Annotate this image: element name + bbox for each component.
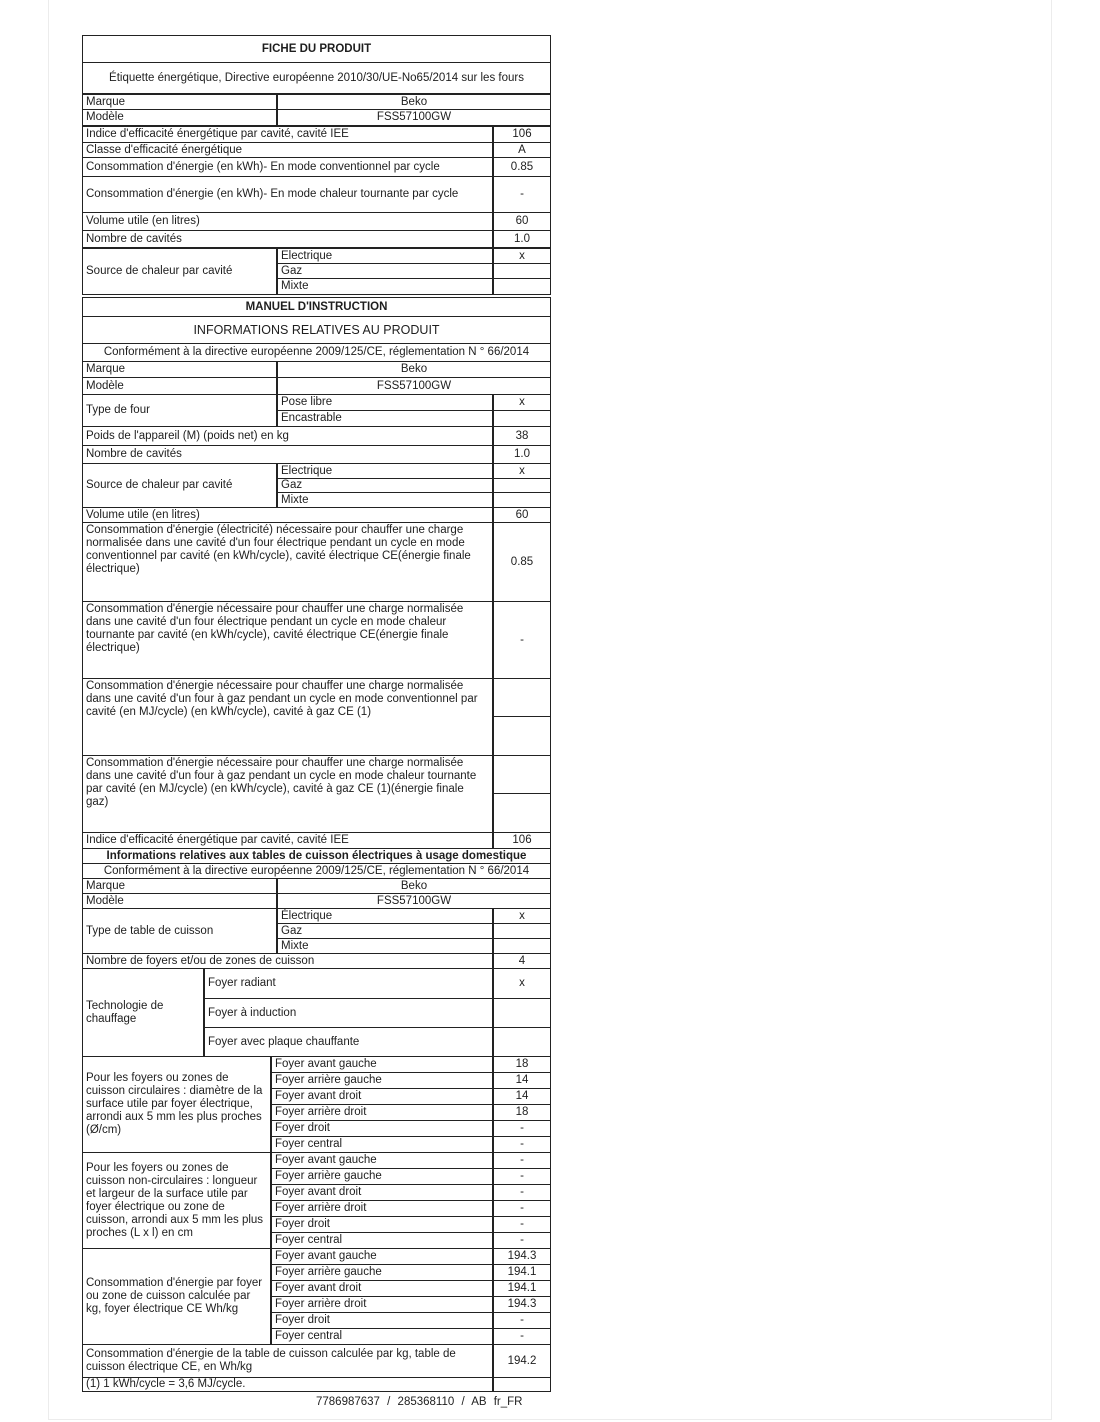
top-option: [271, 1248, 493, 1265]
undefined-option-value-text: x: [519, 909, 525, 922]
undefined-option-value: [493, 394, 551, 411]
fiche-volume-label: [82, 212, 493, 231]
top-option-text: Foyer arrière droit: [275, 1298, 367, 1310]
manuel-gaz-tourn-mj: [493, 755, 551, 794]
undefined-option: [277, 463, 493, 479]
undefined-option-value: [493, 492, 551, 508]
cuisson-foyers-value: [493, 953, 551, 969]
top-option-text: Foyer arrière gauche: [275, 1266, 382, 1278]
undefined-option-text: Mixte: [281, 493, 309, 506]
cuisson-modele-label: [82, 893, 277, 909]
undefined-label-text: Type de table de cuisson: [86, 924, 214, 937]
top-option: [271, 1104, 493, 1121]
top-option-value: [493, 1216, 551, 1233]
cuisson-foyers-label-text: Nombre de foyers et/ou de zones de cuisson: [86, 954, 315, 967]
manuel-subtitle: [82, 316, 551, 344]
top-label-text: Pour les foyers ou zones de cuisson non-circulaires : longueur et largeur de la surface utile par foyer électrique ou zone de cuisson, arrondi aux 5 mm les plus proches (L x l) en cm: [86, 1161, 264, 1239]
top-option-value-text: 18: [515, 1106, 529, 1118]
manuel-volume-value: [493, 507, 551, 523]
fiche-modele-value-text: FSS57100GW: [376, 111, 452, 123]
manuel-title-text: MANUEL D'INSTRUCTION: [245, 300, 388, 313]
manuel-gaz-conv-kwh: [493, 716, 551, 756]
top-option-value-text: 194.1: [507, 1266, 537, 1278]
undefined-option: [277, 908, 493, 924]
top-option: [271, 1184, 493, 1201]
top-option-value-text: -: [520, 1170, 524, 1182]
fiche-volume-value-text: 60: [515, 215, 529, 227]
undefined-option: [277, 394, 493, 411]
undefined-label: [82, 394, 277, 427]
manuel-ce-tourn-label: [82, 601, 493, 679]
top-option-value: [493, 1296, 551, 1313]
fiche-tournante-value-text: -: [520, 188, 524, 200]
top-option-value: [493, 1232, 551, 1249]
top-option: [271, 1152, 493, 1169]
footnote-value: [493, 1377, 551, 1392]
manuel-modele-value: [277, 377, 551, 395]
undefined-option-text: Pose libre: [281, 396, 333, 408]
fiche-title: [82, 35, 551, 63]
manuel-subtitle-text: INFORMATIONS RELATIVES AU PRODUIT: [193, 322, 440, 337]
manuel-ce-tourn-value-text: -: [520, 633, 524, 646]
top-option-value-text: -: [520, 1234, 524, 1246]
undefined-label: [82, 908, 277, 954]
undefined-label-text: Source de chaleur par cavité: [86, 265, 233, 277]
top-option-value: [493, 1104, 551, 1121]
manuel-cavites-value-text: 1.0: [514, 448, 530, 460]
manuel-volume-value-text: 60: [515, 508, 529, 521]
top-option: [271, 1216, 493, 1233]
manuel-ce-conv-label: [82, 522, 493, 602]
undefined-option-value: [493, 998, 551, 1028]
manuel-ce-tourn-value: [493, 601, 551, 679]
top-label: [82, 1248, 271, 1345]
top-option-value: [493, 1072, 551, 1089]
top-option-text: Foyer arrière gauche: [275, 1074, 382, 1086]
top-option-value: [493, 1280, 551, 1297]
cuisson-directive-text: Conformément à la directive européenne 2009/125/CE, réglementation N ° 66/2014: [103, 864, 530, 877]
cuisson-title-text: Informations relatives aux tables de cuisson électriques à usage domestique: [106, 849, 527, 862]
top-option: [271, 1312, 493, 1329]
top-option-text: Foyer avant gauche: [275, 1058, 377, 1070]
fiche-marque-label-text: Marque: [86, 95, 125, 108]
top-option-value-text: -: [520, 1154, 524, 1166]
cuisson-total-label: [82, 1344, 493, 1378]
fiche-tournante-value: [493, 176, 551, 213]
fiche-conv-label: [82, 157, 493, 177]
undefined-option-value-text: x: [519, 977, 525, 989]
manuel-marque-label-text: Marque: [86, 363, 125, 375]
top-option-text: Foyer avant gauche: [275, 1250, 377, 1262]
fiche-conv-value: [493, 157, 551, 177]
top-option-text: Foyer central: [275, 1234, 343, 1246]
top-option-text: Foyer droit: [275, 1122, 330, 1134]
undefined-option-value: [493, 248, 551, 264]
fiche-volume-value: [493, 212, 551, 231]
top-option: [271, 1136, 493, 1153]
top-option-text: Foyer avant droit: [275, 1282, 362, 1294]
top-option-value: [493, 1056, 551, 1073]
undefined-option-value: [493, 968, 551, 999]
fiche-cavites-value: [493, 230, 551, 248]
cuisson-modele-value: [277, 893, 551, 909]
cuisson-marque-value-text: Beko: [400, 879, 428, 892]
top-option-text: Foyer central: [275, 1330, 343, 1342]
top-option-value-text: 14: [515, 1074, 529, 1086]
top-option-text: Foyer arrière droit: [275, 1106, 367, 1118]
manuel-title: [82, 297, 551, 317]
cuisson-foyers-label: [82, 953, 493, 969]
fiche-subtitle-text: Étiquette énergétique, Directive européenne 2010/30/UE-No65/2014 sur les fours: [109, 71, 524, 84]
top-option-value: [493, 1152, 551, 1169]
undefined-option-value: [493, 463, 551, 479]
top-option-value-text: -: [520, 1122, 524, 1134]
top-option-value: [493, 1328, 551, 1345]
manuel-iee-value-text: 106: [512, 834, 532, 846]
manuel-gaz-tourn-label: [82, 755, 493, 833]
undefined-option: [277, 278, 493, 295]
top-option-value-text: -: [520, 1330, 524, 1342]
undefined-option-text: Electrique: [281, 249, 333, 262]
undefined-option-text: Mixte: [281, 280, 309, 292]
manuel-marque-value: [277, 361, 551, 378]
top-option: [271, 1232, 493, 1249]
undefined-option-value: [493, 923, 551, 939]
undefined-label-text: Type de four: [86, 404, 150, 416]
top-option-value-text: 194.1: [507, 1282, 537, 1294]
manuel-poids-label: [82, 426, 493, 446]
undefined-option-value-text: x: [519, 396, 525, 408]
top-option-value-text: 14: [515, 1090, 529, 1102]
manuel-gaz-tourn-kwh: [493, 793, 551, 833]
manuel-modele-label-text: Modèle: [86, 379, 124, 392]
undefined-label: [82, 968, 204, 1057]
undefined-option: [277, 248, 493, 264]
top-option-value-text: 18: [515, 1058, 529, 1070]
fiche-conv-value-text: 0.85: [510, 160, 534, 173]
undefined-option-value: [493, 938, 551, 954]
manuel-directive-text: Conformément à la directive européenne 2009/125/CE, réglementation N ° 66/2014: [103, 346, 530, 358]
undefined-option: [277, 492, 493, 508]
manuel-iee-value: [493, 832, 551, 849]
manuel-volume-label-text: Volume utile (en litres): [86, 508, 200, 521]
undefined-option-value-text: x: [519, 464, 525, 477]
undefined-option-text: Mixte: [281, 939, 309, 952]
footnote-text: (1) 1 kWh/cycle = 3,6 MJ/cycle.: [86, 1378, 246, 1390]
top-option-value: [493, 1184, 551, 1201]
top-option: [271, 1072, 493, 1089]
undefined-label-text: Source de chaleur par cavité: [86, 479, 233, 491]
undefined-label: [82, 463, 277, 508]
top-option-value: [493, 1088, 551, 1105]
manuel-marque-value-text: Beko: [400, 363, 428, 375]
top-option-value-text: 194.3: [507, 1298, 537, 1310]
undefined-option: [204, 998, 493, 1028]
cuisson-title: [82, 848, 551, 864]
fiche-iee-label: [82, 126, 493, 143]
manuel-poids-label-text: Poids de l'appareil (M) (poids net) en kg: [86, 429, 289, 442]
cuisson-marque-label-text: Marque: [86, 879, 125, 892]
cuisson-total-value-text: 194.2: [507, 1354, 537, 1367]
undefined-option-value: [493, 1027, 551, 1057]
undefined-option-text: Foyer radiant: [208, 977, 276, 989]
undefined-option-value: [493, 410, 551, 427]
top-option: [271, 1056, 493, 1073]
undefined-option-value: [493, 263, 551, 279]
undefined-option: [277, 410, 493, 427]
manuel-iee-label: [82, 832, 493, 849]
cuisson-total-label-text: Consommation d'énergie de la table de cuisson calculée par kg, table de cuisson électrique CE, en Wh/kg: [86, 1348, 456, 1373]
manuel-volume-label: [82, 507, 493, 523]
top-option-text: Foyer central: [275, 1138, 343, 1150]
top-option-value: [493, 1264, 551, 1281]
undefined-option-value: [493, 278, 551, 295]
top-option-value-text: -: [520, 1202, 524, 1214]
top-option-value-text: -: [520, 1314, 524, 1326]
fiche-modele-value: [277, 109, 551, 126]
manuel-poids-value-text: 38: [515, 429, 529, 442]
undefined-option-text: Foyer avec plaque chauffante: [208, 1035, 360, 1048]
top-option: [271, 1120, 493, 1137]
top-option-text: Foyer droit: [275, 1314, 330, 1326]
manuel-ce-conv-label-text: Consommation d'énergie (électricité) nécessaire pour chauffer une charge normalisée dans une cavité d'un four électrique pendant un cycle en mode conventionnel par cavité (en kWh/cycle), cavité électrique CE(énergie finale électrique): [86, 524, 471, 575]
top-option-text: Foyer avant droit: [275, 1090, 362, 1102]
fiche-classe-value: [493, 142, 551, 158]
manuel-gaz-conv-label: [82, 678, 493, 756]
manuel-gaz-tourn-label-text: Consommation d'énergie nécessaire pour chauffer une charge normalisée dans une cavité d'un four à gaz pendant un cycle en mode chaleur tournante par cavité (en MJ/cycle) (en kWh/cycle), cavité à gaz CE (1)(énergie finale gaz): [86, 757, 477, 808]
undefined-option-value-text: x: [519, 249, 525, 262]
fiche-cavites-label: [82, 230, 493, 248]
undefined-option-text: Encastrable: [281, 412, 342, 424]
top-label: [82, 1056, 271, 1153]
top-option-value: [493, 1312, 551, 1329]
manuel-modele-label: [82, 377, 277, 395]
manuel-gaz-conv-mj: [493, 678, 551, 717]
manuel-cavites-label-text: Nombre de cavités: [86, 448, 182, 460]
top-option: [271, 1296, 493, 1313]
top-option: [271, 1168, 493, 1185]
manuel-cavites-label: [82, 445, 493, 464]
undefined-option: [277, 478, 493, 493]
undefined-option-text: Gaz: [281, 924, 303, 937]
footnote: [82, 1377, 493, 1392]
cuisson-directive: [82, 863, 551, 879]
undefined-label-text: Technologie de chauffage: [86, 999, 164, 1025]
top-option: [271, 1088, 493, 1105]
manuel-directive: [82, 343, 551, 362]
manuel-ce-conv-value-text: 0.85: [510, 555, 534, 568]
top-option-text: Foyer avant droit: [275, 1186, 362, 1198]
undefined-option-text: Electrique: [281, 464, 333, 477]
fiche-cavites-label-text: Nombre de cavités: [86, 232, 182, 245]
cuisson-modele-value-text: FSS57100GW: [376, 894, 452, 907]
undefined-label: [82, 248, 277, 295]
manuel-modele-value-text: FSS57100GW: [376, 379, 452, 392]
top-option-value-text: 194.3: [507, 1250, 537, 1262]
undefined-option: [204, 968, 493, 999]
manuel-iee-label-text: Indice d'efficacité énergétique par cavité, cavité IEE: [86, 834, 349, 846]
fiche-conv-label-text: Consommation d'énergie (en kWh)- En mode conventionnel par cycle: [86, 160, 440, 173]
fiche-tournante-label: [82, 176, 493, 213]
fiche-marque-value-text: Beko: [400, 95, 428, 108]
top-option: [271, 1280, 493, 1297]
top-option: [271, 1328, 493, 1345]
top-option: [271, 1264, 493, 1281]
undefined-option-value: [493, 908, 551, 924]
top-label: [82, 1152, 271, 1249]
top-option-value: [493, 1120, 551, 1137]
cuisson-marque-label: [82, 878, 277, 894]
top-option: [271, 1200, 493, 1217]
fiche-classe-label: [82, 142, 493, 158]
fiche-iee-label-text: Indice d'efficacité énergétique par cavité, cavité IEE: [86, 128, 349, 140]
fiche-title-text: FICHE DU PRODUIT: [261, 42, 372, 55]
top-option-value-text: -: [520, 1138, 524, 1150]
fiche-classe-value-text: A: [518, 143, 526, 156]
top-option-text: Foyer droit: [275, 1218, 330, 1230]
cuisson-modele-label-text: Modèle: [86, 894, 124, 907]
top-option-text: Foyer arrière droit: [275, 1202, 367, 1214]
undefined-option-text: Gaz: [281, 264, 303, 277]
undefined-option-text: Électrique: [281, 909, 333, 922]
undefined-option: [277, 938, 493, 954]
top-label-text: Pour les foyers ou zones de cuisson circulaires : diamètre de la surface utile par foyer électrique, arrondi aux 5 mm les plus proches (Ø/cm): [86, 1072, 263, 1136]
top-option-value: [493, 1248, 551, 1265]
manuel-ce-conv-value: [493, 522, 551, 602]
undefined-option-text: Foyer à induction: [208, 1006, 297, 1019]
cuisson-marque-value: [277, 878, 551, 894]
top-option-value-text: -: [520, 1218, 524, 1230]
manuel-ce-tourn-label-text: Consommation d'énergie nécessaire pour chauffer une charge normalisée dans une cavité d'un four électrique pendant un cycle en mode chaleur tournante par cavité (en kWh/cycle), cavité électrique CE(énergie finale électrique): [86, 603, 464, 654]
manuel-gaz-conv-label-text: Consommation d'énergie nécessaire pour chauffer une charge normalisée dans une cavité d'un four à gaz pendant un cycle en mode conventionnel par cavité (en MJ/cycle) (en kWh/cycle), cavité à gaz CE (1): [86, 680, 478, 718]
manuel-poids-value: [493, 426, 551, 446]
fiche-cavites-value-text: 1.0: [514, 232, 530, 245]
fiche-tournante-label-text: Consommation d'énergie (en kWh)- En mode chaleur tournante par cycle: [86, 188, 459, 200]
fiche-modele-label: [82, 109, 277, 126]
top-option-text: Foyer arrière gauche: [275, 1170, 382, 1182]
fiche-iee-value-text: 106: [512, 128, 532, 140]
top-option-value-text: -: [520, 1186, 524, 1198]
top-option-value: [493, 1200, 551, 1217]
undefined-option-value: [493, 478, 551, 493]
fiche-classe-label-text: Classe d'efficacité énergétique: [86, 143, 243, 156]
undefined-option: [277, 263, 493, 279]
undefined-option: [204, 1027, 493, 1057]
fiche-modele-label-text: Modèle: [86, 111, 124, 123]
top-option-value: [493, 1168, 551, 1185]
document-reference: 7786987637 / 285368110 / AB fr_FR: [316, 1396, 523, 1408]
manuel-marque-label: [82, 361, 277, 378]
fiche-iee-value: [493, 126, 551, 143]
fiche-marque-value: [277, 94, 551, 110]
fiche-subtitle: [82, 62, 551, 94]
undefined-option-text: Gaz: [281, 479, 303, 491]
top-label-text: Consommation d'énergie par foyer ou zone de cuisson calculée par kg, foyer électrique CE Wh/kg: [86, 1277, 263, 1315]
manuel-cavites-value: [493, 445, 551, 464]
cuisson-foyers-value-text: 4: [518, 954, 526, 967]
fiche-marque-label: [82, 94, 277, 110]
top-option-value: [493, 1136, 551, 1153]
fiche-volume-label-text: Volume utile (en litres): [86, 215, 200, 227]
cuisson-total-value: [493, 1344, 551, 1378]
top-option-text: Foyer avant gauche: [275, 1154, 377, 1166]
undefined-option: [277, 923, 493, 939]
